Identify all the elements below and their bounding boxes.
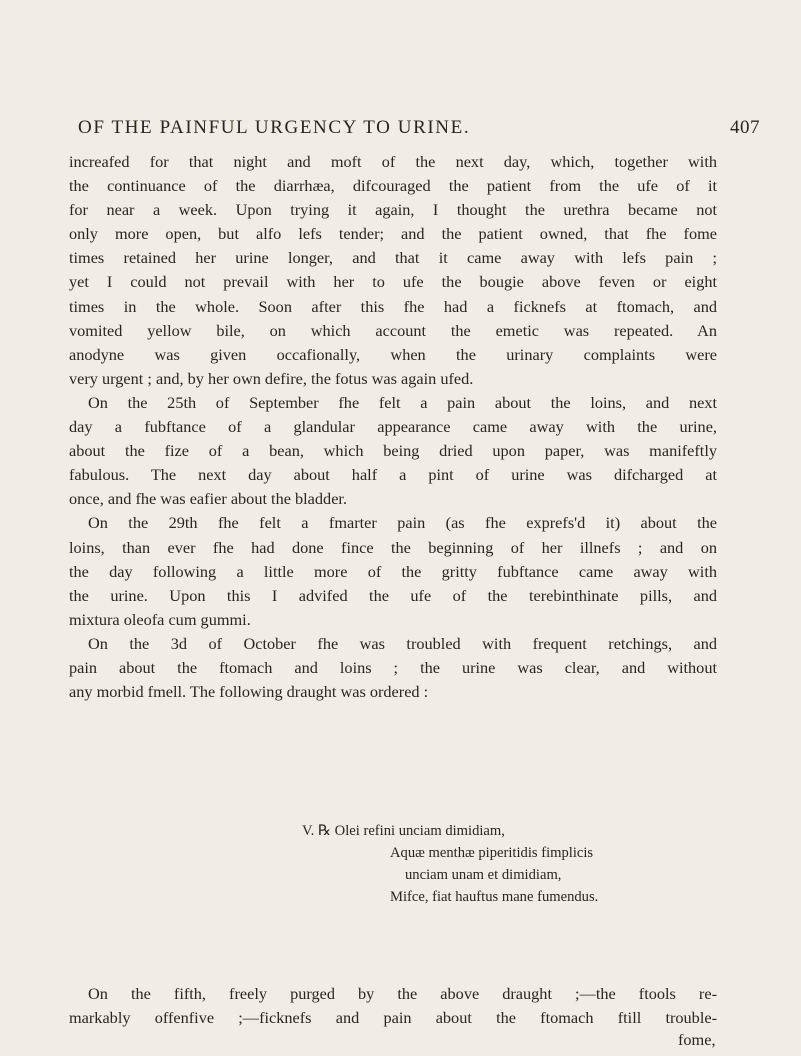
paragraph-3 — [69, 511, 717, 631]
text-line: the day following a little more of the gritty fubftance came away with — [69, 561, 717, 581]
text-line: yet I could not prevail with her to ufe the bougie above feven or eight — [69, 272, 717, 292]
prescription-line: unciam unam et dimidiam, — [405, 867, 562, 883]
running-title: OF THE PAINFUL URGENCY TO URINE. — [78, 117, 471, 138]
text-line: On the fifth, freely purged by the above draught ;—the ftools re- — [88, 984, 717, 1003]
paragraph-4 — [69, 632, 717, 704]
body-text — [69, 150, 717, 704]
text-line: times retained her urine longer, and that it came away with lefs pain ; — [69, 248, 717, 268]
text-line: loins, than ever fhe had done fince the beginning of her illnefs ; and on — [69, 537, 717, 557]
catchword: fome, — [678, 1030, 716, 1049]
text-line: very urgent ; and, by her own defire, the fotus was again ufed. — [69, 368, 474, 388]
running-header — [78, 117, 778, 139]
prescription-line: Aquæ menthæ piperitidis fimplicis — [390, 845, 594, 861]
text-line: anodyne was given occafionally, when the urinary complaints were — [69, 344, 717, 364]
text-line: day a fubftance of a glandular appearance came away with the urine, — [69, 417, 717, 437]
prescription-line: V. ℞ Olei refini unciam dimidiam, — [302, 823, 505, 839]
text-line: mixtura oleofa cum gummi. — [69, 609, 251, 629]
text-line: for near a week. Upon trying it again, I thought the urethra became not — [69, 200, 717, 220]
text-line: markably offenfive ;—ficknefs and pain about the ftomach ftill trouble- — [69, 1008, 717, 1028]
text-line: vomited yellow bile, on which account the emetic was repeated. An — [69, 320, 717, 340]
prescription-line: Mifce, fiat hauftus mane fumendus. — [390, 889, 599, 905]
text-line: the urine. Upon this I advifed the ufe of the terebinthinate pills, and — [69, 585, 717, 605]
prescription-block — [302, 820, 722, 908]
text-line: once, and fhe was eafier about the bladder. — [69, 489, 348, 509]
text-line: times in the whole. Soon after this fhe had a ficknefs at ftomach, and — [69, 296, 717, 316]
paragraph-1 — [69, 150, 717, 391]
paragraph-2 — [69, 391, 717, 511]
text-line: On the 29th fhe felt a fmarter pain (as fhe exprefs'd it) about the — [88, 513, 717, 533]
paragraph-5 — [69, 982, 717, 1030]
page-number: 407 — [730, 117, 760, 138]
text-line: increafed for that night and moft of the next day, which, together with — [69, 152, 717, 171]
text-line: any morbid fmell. The following draught was ordered : — [69, 682, 429, 702]
text-line: only more open, but alfo lefs tender; and the patient owned, that fhe fome — [69, 224, 717, 244]
text-line: On the 3d of October fhe was troubled with frequent retchings, and — [88, 633, 717, 653]
text-line: pain about the ftomach and loins ; the urine was clear, and without — [69, 657, 717, 677]
text-line: On the 25th of September fhe felt a pain about the loins, and next — [88, 392, 717, 412]
text-line: the continuance of the diarrhæa, difcouraged the patient from the ufe of it — [69, 176, 717, 196]
text-line: about the fize of a bean, which being dried upon paper, was manifeftly — [69, 441, 717, 461]
text-line: fabulous. The next day about half a pint of urine was difcharged at — [69, 465, 717, 485]
